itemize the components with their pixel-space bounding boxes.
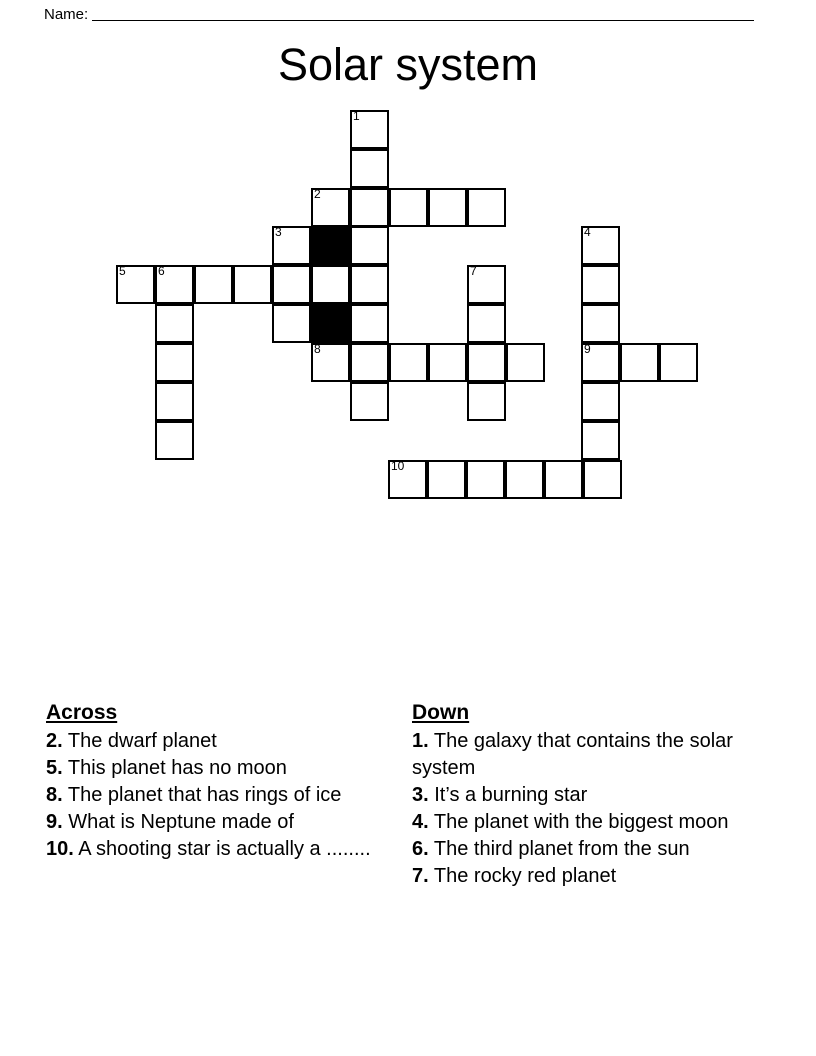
cell-number: 9 (584, 342, 591, 356)
clue-text: A shooting star is actually a ........ (73, 838, 371, 860)
across-clues-column (46, 700, 396, 863)
grid-cell[interactable] (466, 460, 505, 499)
grid-cell[interactable] (620, 343, 659, 382)
clue-text: The planet that has rings of ice (62, 784, 342, 806)
clue-text: This planet has no moon (62, 757, 287, 779)
clue-number: 2. (46, 730, 63, 752)
across-heading: Across (46, 701, 118, 724)
grid-cell[interactable] (155, 382, 194, 421)
grid-cell[interactable] (581, 343, 620, 382)
grid-cell[interactable] (194, 265, 233, 304)
grid-cell[interactable] (350, 110, 389, 149)
grid-cell[interactable] (350, 343, 389, 382)
grid-cell[interactable] (581, 304, 620, 343)
grid-block-cell (311, 226, 350, 265)
grid-cell[interactable] (467, 382, 506, 421)
grid-cell[interactable] (116, 265, 155, 304)
grid-cell[interactable] (467, 188, 506, 227)
grid-cell[interactable] (581, 421, 620, 460)
grid-cell[interactable] (272, 265, 311, 304)
grid-cell[interactable] (272, 226, 311, 265)
grid-cell[interactable] (427, 460, 466, 499)
down-clues-column (412, 700, 762, 890)
clue-item-down-7[interactable] (412, 863, 762, 890)
grid-cell[interactable] (506, 343, 545, 382)
grid-cell[interactable] (350, 226, 389, 265)
grid-cell[interactable] (388, 460, 427, 499)
grid-cell[interactable] (467, 304, 506, 343)
cell-number: 1 (353, 109, 360, 123)
clue-text: The third planet from the sun (428, 838, 690, 860)
cell-number: 4 (584, 225, 591, 239)
grid-cell[interactable] (581, 382, 620, 421)
clues-section (0, 700, 816, 950)
clue-item-down-3[interactable] (412, 782, 762, 809)
clue-text: The dwarf planet (62, 730, 217, 752)
clue-number: 9. (46, 811, 63, 833)
grid-cell[interactable] (155, 265, 194, 304)
grid-cell[interactable] (350, 304, 389, 343)
clue-text: The rocky red planet (428, 865, 617, 887)
clue-number: 5. (46, 757, 63, 779)
grid-cell[interactable] (581, 265, 620, 304)
grid-cell[interactable] (544, 460, 583, 499)
crossword-grid (0, 0, 816, 520)
clue-number: 3. (412, 784, 429, 806)
grid-cell[interactable] (581, 226, 620, 265)
grid-cell[interactable] (659, 343, 698, 382)
clue-item-across-5[interactable] (46, 755, 396, 782)
grid-cell[interactable] (155, 421, 194, 460)
clue-item-down-1[interactable] (412, 728, 762, 782)
grid-cell[interactable] (272, 304, 311, 343)
clue-text: The galaxy that contains the solar system (412, 730, 733, 779)
grid-cell[interactable] (505, 460, 544, 499)
grid-cell[interactable] (350, 265, 389, 304)
page-title: Solar system (277, 39, 539, 90)
clue-item-across-10[interactable] (46, 836, 396, 863)
clue-item-down-4[interactable] (412, 809, 762, 836)
clue-item-across-8[interactable] (46, 782, 396, 809)
cell-number: 8 (314, 342, 321, 356)
grid-block-cell (311, 304, 350, 343)
grid-cell[interactable] (311, 343, 350, 382)
down-heading: Down (412, 701, 470, 724)
grid-cell[interactable] (350, 382, 389, 421)
grid-cell[interactable] (467, 265, 506, 304)
grid-cell[interactable] (350, 188, 389, 227)
grid-cell[interactable] (311, 188, 350, 227)
grid-cell[interactable] (233, 265, 272, 304)
cell-number: 10 (391, 459, 405, 473)
grid-cell[interactable] (428, 188, 467, 227)
cell-number: 5 (119, 264, 126, 278)
clue-number: 8. (46, 784, 63, 806)
grid-cell[interactable] (467, 343, 506, 382)
grid-cell[interactable] (155, 304, 194, 343)
grid-cell[interactable] (155, 343, 194, 382)
clue-text: The planet with the biggest moon (428, 811, 729, 833)
clue-item-across-2[interactable] (46, 728, 396, 755)
clue-text: What is Neptune made of (62, 811, 294, 833)
cell-number: 2 (314, 187, 321, 201)
name-label: Name: (44, 6, 89, 23)
clue-item-down-6[interactable] (412, 836, 762, 863)
grid-cell[interactable] (428, 343, 467, 382)
cell-number: 3 (275, 225, 282, 239)
cell-number: 6 (158, 264, 165, 278)
clue-number: 1. (412, 730, 429, 752)
grid-cell[interactable] (389, 343, 428, 382)
clue-text: It’s a burning star (428, 784, 588, 806)
across-clue-list (46, 728, 396, 863)
clue-number: 7. (412, 865, 429, 887)
clue-number: 4. (412, 811, 429, 833)
clue-number: 10. (46, 838, 74, 860)
down-clue-list (412, 728, 762, 890)
clue-item-across-9[interactable] (46, 809, 396, 836)
grid-cell[interactable] (350, 149, 389, 188)
grid-cell[interactable] (583, 460, 622, 499)
grid-cell[interactable] (389, 188, 428, 227)
grid-cell[interactable] (311, 265, 350, 304)
clue-number: 6. (412, 838, 429, 860)
cell-number: 7 (470, 264, 477, 278)
